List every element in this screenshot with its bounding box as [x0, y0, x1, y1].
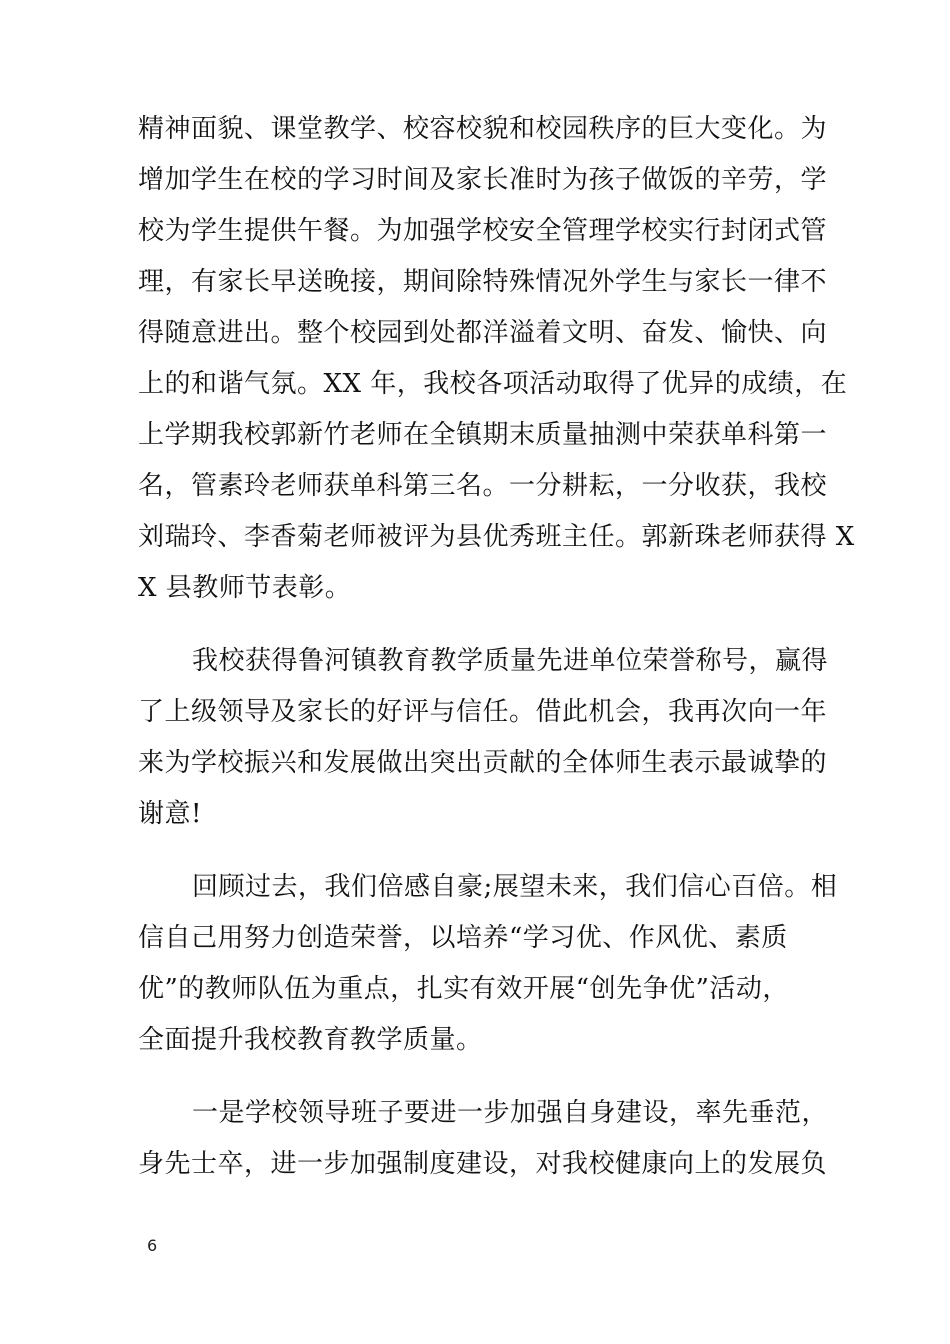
- text-line: 来为学校振兴和发展做出突出贡献的全体师生表示最诚挚的: [138, 748, 828, 778]
- text-line: 名，管素玲老师获单科第三名。一分耕耘，一分收获，我校: [138, 471, 828, 501]
- paragraph: [138, 1088, 828, 1190]
- text-line: 谢意!: [138, 799, 202, 829]
- text-line: 得随意进出。整个校园到处都洋溢着文明、奋发、愉快、向: [138, 318, 828, 348]
- text-line: X 县教师节表彰。: [138, 573, 352, 603]
- paragraph: [138, 862, 838, 1066]
- text-line: 回顾过去，我们倍感自豪;展望未来，我们信心百倍。相: [192, 872, 838, 902]
- text-line: 上学期我校郭新竹老师在全镇期末质量抽测中荣获单科第一: [138, 420, 828, 450]
- text-line: 校为学生提供午餐。为加强学校安全管理学校实行封闭式管: [138, 216, 828, 246]
- text-line: 增加学生在校的学习时间及家长准时为孩子做饭的辛劳，学: [138, 165, 828, 195]
- document-body: [138, 104, 855, 1212]
- text-line: 精神面貌、课堂教学、校容校貌和校园秩序的巨大变化。为: [138, 114, 828, 144]
- paragraph: [138, 636, 828, 840]
- page-number: 6: [147, 1236, 158, 1255]
- text-line: 信自己用努力创造荣誉，以培养“学习优、作风优、素质: [138, 923, 788, 953]
- text-line: 一是学校领导班子要进一步加强自身建设，率先垂范，: [192, 1098, 829, 1128]
- text-line: 我校获得鲁河镇教育教学质量先进单位荣誉称号，赢得: [192, 646, 829, 676]
- text-line: 了上级领导及家长的好评与信任。借此机会，我再次向一年: [138, 697, 828, 727]
- text-line: 上的和谐气氛。XX 年，我校各项活动取得了优异的成绩，在: [138, 369, 848, 399]
- text-line: 全面提升我校教育教学质量。: [138, 1025, 483, 1055]
- paragraph: [138, 104, 855, 614]
- text-line: 刘瑞玲、李香菊老师被评为县优秀班主任。郭新珠老师获得 X: [138, 522, 855, 552]
- text-line: 理，有家长早送晚接，期间除特殊情况外学生与家长一律不: [138, 267, 828, 297]
- text-line: 优”的教师队伍为重点，扎实有效开展“创先争优”活动，: [138, 974, 789, 1004]
- text-line: 身先士卒，进一步加强制度建设，对我校健康向上的发展负: [138, 1149, 828, 1179]
